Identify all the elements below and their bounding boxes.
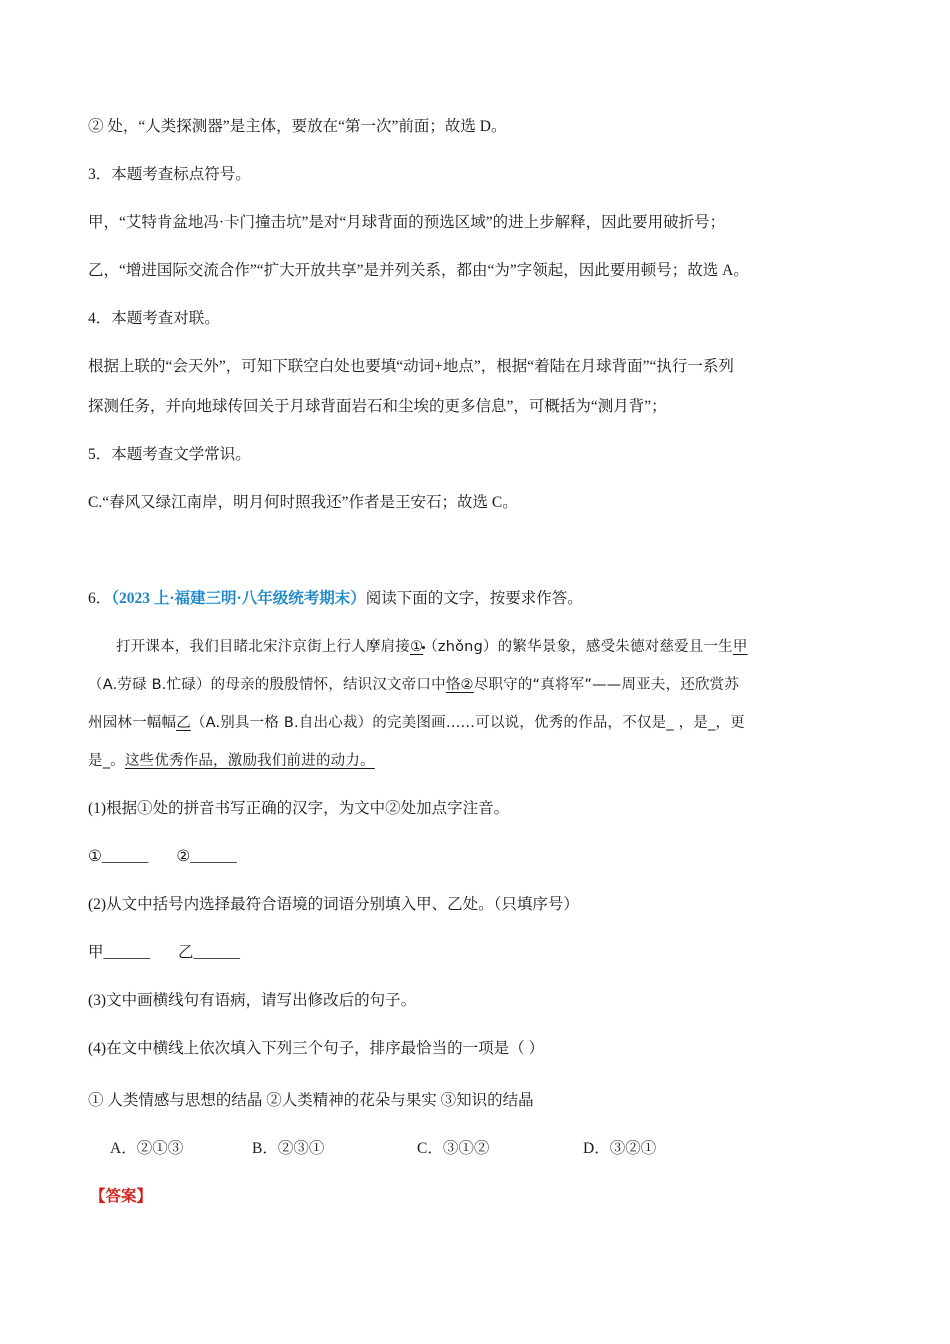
passage-line-1: 打开课本，我们目睹北宋汴京街上行人摩肩接①（zhǒng）的繁华景象，感受朱德对慈爱且一生甲: [116, 639, 748, 655]
option-b[interactable]: B．②③①: [252, 1140, 325, 1157]
answer-blanks-2: [88, 942, 240, 964]
answer-blanks-1: [88, 846, 237, 868]
analysis-heading: 5．本题考查文学常识。: [88, 446, 251, 463]
analysis-heading: 3．本题考查标点符号。: [88, 166, 251, 183]
question-number: 6．: [88, 590, 112, 607]
blank-jia: 甲: [732, 639, 748, 655]
analysis-line: C.“春风又绿江南岸，明月何时照我还”作者是王安石；故选 C。: [88, 494, 518, 511]
option-c[interactable]: C．③①②: [417, 1140, 490, 1157]
analysis-line: 探测任务，并向地球传回关于月球背面岩石和尘埃的更多信息”，可概括为“测月背”；: [88, 398, 667, 415]
blank-1: ①: [410, 639, 424, 655]
flawed-sentence: 这些优秀作品，激励我们前进的动力。: [124, 753, 375, 769]
question-source: （2023 上·福建三明·八年级统考期末）: [111, 590, 366, 607]
answer-label: 【答案】: [90, 1188, 153, 1205]
blank-field-yi[interactable]: 乙______: [178, 944, 241, 961]
passage-line-3: 州园林一幅幅乙（A.别具一格 B.自出心裁）的完美图画……可以说，优秀的作品，不仅是_ ，是_，更: [88, 715, 745, 731]
analysis-line: 甲，“艾特肯盆地冯·卡门撞击坑”是对“月球背面的预选区域”的进上步解释，因此要用破折号；: [88, 214, 726, 231]
option-a[interactable]: A．②①③: [110, 1140, 184, 1157]
analysis-line: 乙，“增进国际交流合作”“扩大开放共享”是并列关系，都由“为”字领起，因此要用顿号；故选 A。: [88, 262, 749, 279]
sub-question-2: (2)从文中括号内选择最符合语境的词语分别填入甲、乙处。（只填序号）: [88, 896, 579, 913]
analysis-line: 根据上联的“会天外”，可知下联空白处也要填“动词+地点”，根据“着陆在月球背面”“执行一系列: [88, 358, 734, 375]
passage-line-2: （A.劳碌 B.忙碌）的母亲的殷殷情怀，结识汉文帝口中恪②尽职守的“真将军”——周亚夫，还欣赏苏: [88, 677, 740, 693]
blank-yi: 乙: [176, 715, 191, 731]
question-header: [88, 588, 583, 610]
sub-question-3: (3)文中画横线句有语病，请写出修改后的句子。: [88, 992, 417, 1009]
blank-field-1[interactable]: ①______: [88, 848, 149, 865]
dotted-char: 恪: [445, 677, 461, 693]
sub-question-1: (1)根据①处的拼音书写正确的汉字，为文中②处加点字注音。: [88, 800, 510, 817]
passage-line-4: 是_。这些优秀作品，激励我们前进的动力。: [88, 753, 375, 769]
sub-question-4-items: ① 人类情感与思想的结晶 ②人类精神的花朵与果实 ③知识的结晶: [88, 1092, 534, 1109]
sub-question-4: (4)在文中横线上依次填入下列三个句子，排序最恰当的一项是（ ）: [88, 1040, 544, 1057]
options-row: [88, 1138, 788, 1160]
blank-field-jia[interactable]: 甲______: [88, 944, 151, 961]
option-d[interactable]: D．③②①: [583, 1140, 657, 1157]
blank-field-2[interactable]: ②______: [176, 848, 237, 865]
blank-2: ②: [460, 677, 474, 693]
analysis-line: ② 处，“人类探测器”是主体，要放在“第一次”前面；故选 D。: [88, 118, 507, 135]
question-prompt: 阅读下面的文字，按要求作答。: [365, 590, 583, 607]
analysis-heading: 4．本题考查对联。: [88, 310, 220, 327]
